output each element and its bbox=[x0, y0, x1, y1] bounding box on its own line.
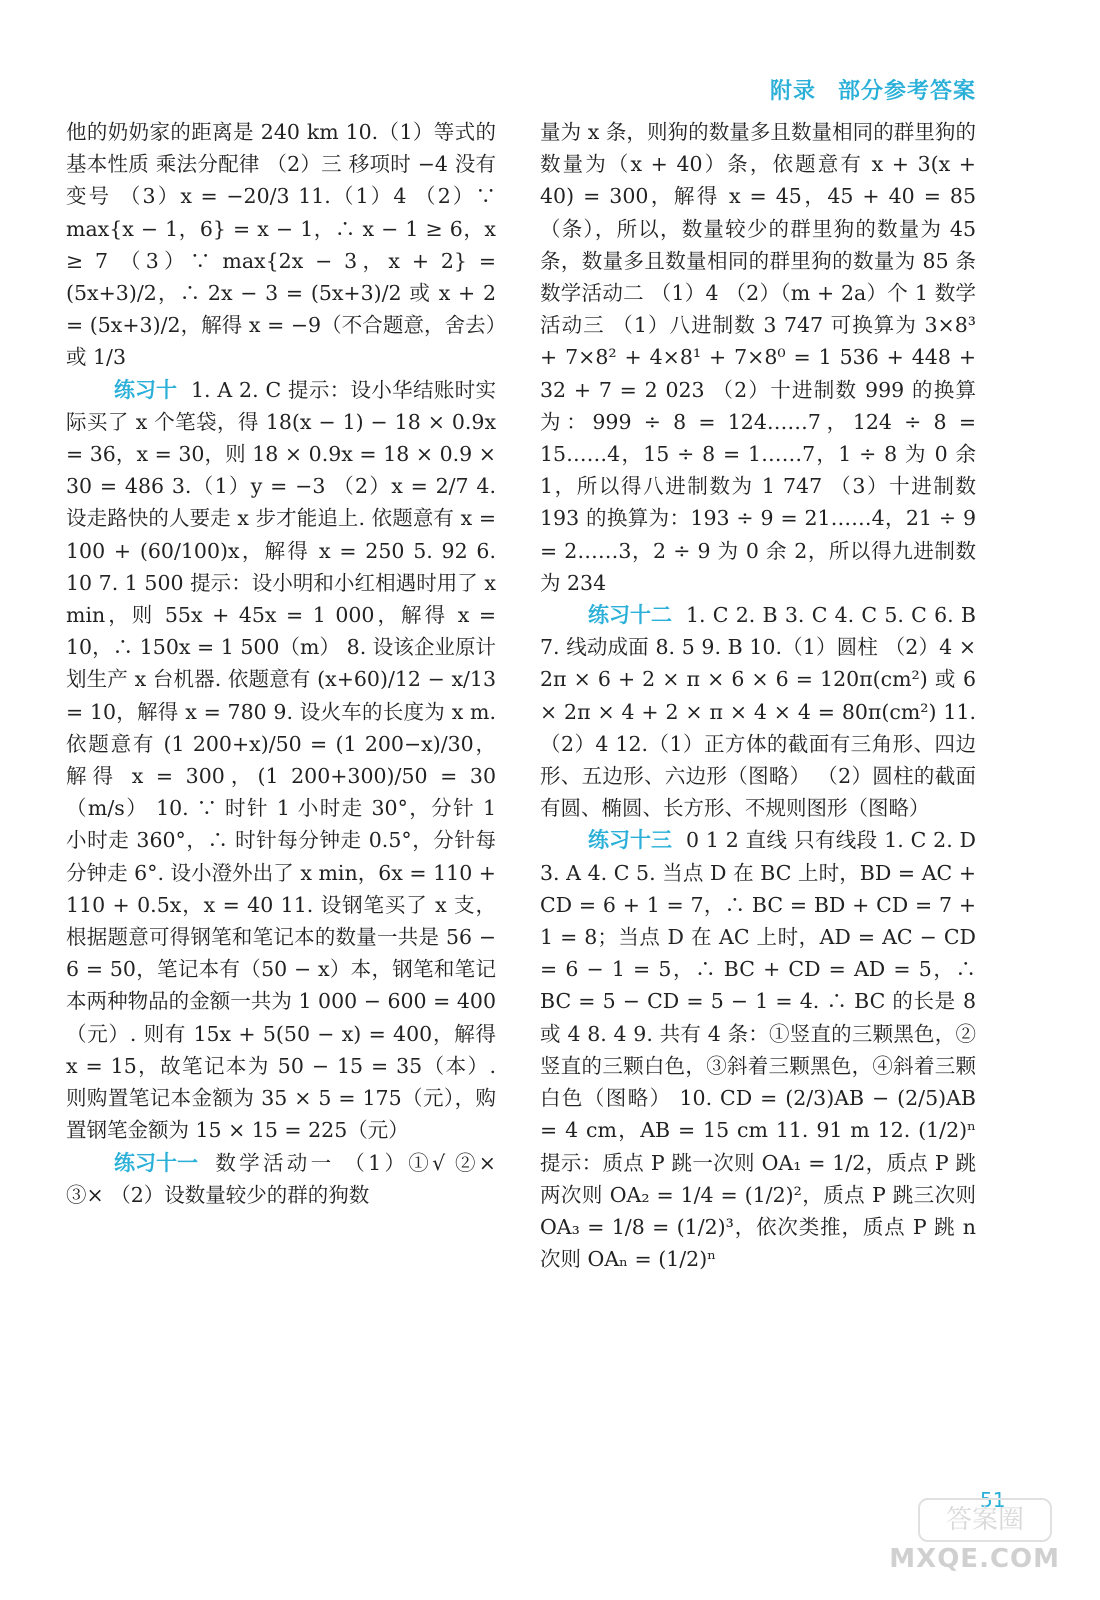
section-title: 练习十 bbox=[114, 377, 177, 402]
exercise-12 bbox=[540, 599, 976, 824]
answer-text: 0 1 2 直线 只有线段 1. C 2. D 3. A 4. C 5. 当点 D 在 BC 上时，BD = AC + CD = 6 + 1 = 7，∴ BC = BD + CD = 7 + 1 = 8；当点 D 在 AC 上时，AD = AC − CD = 6 − 1 = 5，∴ BC + CD = AD = 5，∴ BC = 5 − CD = 5 − 1 = 4. ∴ BC 的长是 8 或 4 8. 4 9. 共有 4 条：①竖直的三颗黑色，②竖直的三颗白色，③斜着三颗黑色，④斜着三颗白色（图略） 10. CD = (2/3)AB − (2/5)AB = 4 cm，AB = 15 cm 11. 91 m 12. (1/2)ⁿ 提示：质点 P 跳一次则 OA₁ = 1/2，质点 P 跳两次则 OA₂ = 1/4 = (1/2)²，质点 P 跳三次则 OA₃ = 1/8 = (1/2)³，依次类推，质点 P 跳 n 次则 OAₙ = (1/2)ⁿ bbox=[540, 828, 976, 1272]
section-title: 练习十三 bbox=[588, 828, 672, 853]
header-appendix: 附录 bbox=[769, 79, 816, 104]
exercise-13 bbox=[540, 824, 976, 1275]
watermark-logo: 答案圈 bbox=[918, 1498, 1052, 1542]
exercise-10 bbox=[66, 374, 496, 1147]
right-column bbox=[540, 116, 976, 1275]
page-header bbox=[770, 74, 976, 105]
left-column bbox=[66, 116, 496, 1211]
exercise-11 bbox=[66, 1147, 496, 1211]
watermark-site: MXQE.COM bbox=[889, 1544, 1060, 1574]
header-title: 部分参考答案 bbox=[837, 79, 976, 104]
answer-text: 数学活动一 （1）①√ ②× ③× （2）设数量较少的群的狗数 bbox=[66, 1150, 496, 1207]
answer-paragraph: 他的奶奶家的距离是 240 km 10.（1）等式的基本性质 乘法分配律 （2）三 移项时 −4 没有变号 （3）x = −20/3 11.（1）4 （2）∵ max{x − 1，6} = x − 1，∴ x − 1 ≥ 6，x ≥ 7 （3）∵ max{2x − 3，x + 2} = (5x+3)/2，∴ 2x − 3 = (5x+3)/2 或 x + 2 = (5x+3)/2，解得 x = −9（不合题意，舍去）或 1/3 bbox=[66, 120, 496, 370]
page-number: 51 bbox=[980, 1488, 1006, 1512]
answer-text: 1. A 2. C 提示：设小华结账时实际买了 x 个笔袋，得 18(x − 1) − 18 × 0.9x = 36，x = 30，则 18 × 0.9x = 18 × 0.9 × 30 = 486 3.（1）y = −3 （2）x = 2/7 4. 设走路快的人要走 x 步才能追上. 依题意有 x = 100 + (60/100)x，解得 x = 250 5. 92 6. 10 7. 1 500 提示：设小明和小红相遇时用了 x min，则 55x + 45x = 1 000，解得 x = 10，∴ 150x = 1 500（m） 8. 设该企业原计划生产 x 台机器. 依题意有 (x+60)/12 − x/13 = 10，解得 x = 780 9. 设火车的长度为 x m. 依题意有 (1 200+x)/50 = (1 200−x)/30，解得 x = 300，(1 200+300)/50 = 30（m/s） 10. ∵ 时针 1 小时走 30°，分针 1 小时走 360°，∴ 时针每分钟走 0.5°，分针每分钟走 6°. 设小澄外出了 x min，6x = 110 + 110 + 0.5x，x = 40 11. 设钢笔买了 x 支，根据题意可得钢笔和笔记本的数量一共是 56 − 6 = 50，笔记本有（50 − x）本，钢笔和笔记本两种物品的金额一共为 1 000 − 600 = 400（元）. 则有 15x + 5(50 − x) = 400，解得 x = 15，故笔记本为 50 − 15 = 35（本）. 则购置笔记本金额为 35 × 5 = 175（元），购置钢笔金额为 15 × 15 = 225（元） bbox=[66, 377, 496, 1143]
answer-text: 1. C 2. B 3. C 4. C 5. C 6. B 7. 线动成面 8. 5 9. B 10.（1）圆柱 （2）4 × 2π × 6 + 2 × π × 6 × 6 = 120π(cm²) 或 6 × 2π × 4 + 2 × π × 4 × 4 = 80π(cm²) 11.（2）4 12.（1）正方体的截面有三角形、四边形、五边形、六边形（图略） （2）圆柱的截面有圆、椭圆、长方形、不规则图形（图略） bbox=[540, 603, 976, 821]
section-title: 练习十二 bbox=[588, 603, 672, 628]
section-title: 练习十一 bbox=[114, 1150, 198, 1175]
answer-paragraph: 量为 x 条，则狗的数量多且数量相同的群里狗的数量为（x + 40）条，依题意有 x + 3(x + 40) = 300，解得 x = 45，45 + 40 = 85（条），所以，数量较少的群里狗的数量为 45 条，数量多且数量相同的群里狗的数量为 85 条 数学活动二 （1）4 （2）（m + 2a）个 1 数学活动三 （1）八进制数 3 747 可换算为 3×8³ + 7×8² + 4×8¹ + 7×8⁰ = 1 536 + 448 + 32 + 7 = 2 023 （2）十进制数 999 的换算为：999 ÷ 8 = 124……7，124 ÷ 8 = 15……4，15 ÷ 8 = 1……7，1 ÷ 8 为 0 余 1，所以得八进制数为 1 747 （3）十进制数 193 的换算为：193 ÷ 9 = 21……4，21 ÷ 9 = 2……3，2 ÷ 9 为 0 余 2，所以得九进制数为 234 bbox=[540, 120, 976, 595]
